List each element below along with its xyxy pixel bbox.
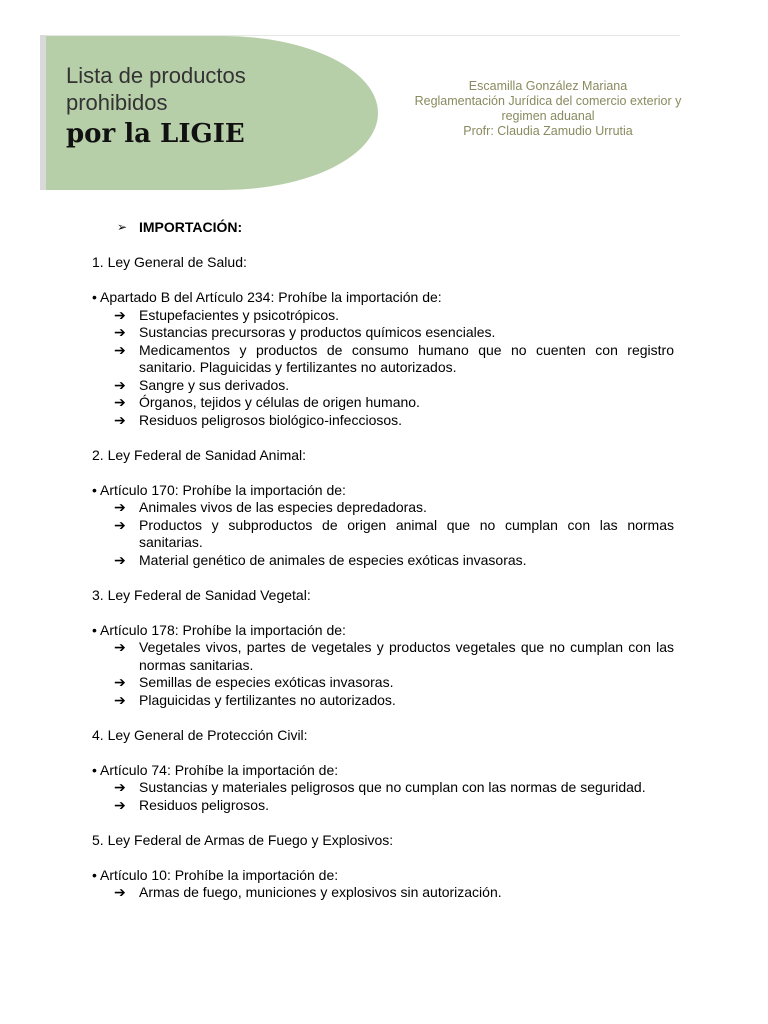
list-item-text: Medicamentos y productos de consumo humano que no cuenten con registro sanitario. Plaguicidas y fertilizantes no autorizados. xyxy=(139,341,674,375)
list-item xyxy=(92,674,674,692)
law-title: 3. Ley Federal de Sanidad Vegetal: xyxy=(92,586,311,603)
list-item xyxy=(92,377,674,395)
list-item xyxy=(92,307,674,325)
list-item xyxy=(92,499,674,517)
list-item xyxy=(92,324,674,342)
list-item xyxy=(92,884,674,902)
law-block-3 xyxy=(92,587,674,710)
subject-line-1: Reglamentación Jurídica del comercio exterior y xyxy=(414,94,682,108)
arrow-bullet-icon: ➔ xyxy=(114,324,126,340)
arrow-bullet-icon: ➔ xyxy=(114,499,126,515)
section-heading xyxy=(92,219,674,237)
author-info xyxy=(390,79,706,139)
law-block-2 xyxy=(92,447,674,570)
law-title: 5. Ley Federal de Armas de Fuego y Explosivos: xyxy=(92,831,394,848)
list-item-text: Estupefacientes y psicotrópicos. xyxy=(139,306,339,323)
arrow-bullet-icon: ➔ xyxy=(114,779,126,795)
article-line: • Artículo 170: Prohíbe la importación de: xyxy=(92,481,346,498)
prohibited-list xyxy=(92,884,674,902)
list-item xyxy=(92,692,674,710)
arrow-bullet-icon: ➔ xyxy=(114,639,126,655)
title-line-2: prohibidos xyxy=(66,90,168,115)
list-item-text: Vegetales vivos, partes de vegetales y productos vegetales que no cumplan con las normas sanitarias. xyxy=(139,639,674,673)
law-title: 2. Ley Federal de Sanidad Animal: xyxy=(92,446,307,463)
arrow-bullet-icon: ➔ xyxy=(114,376,126,393)
arrow-bullet-icon: ➔ xyxy=(114,516,126,533)
professor-name: Profr: Claudia Zamudio Urrutia xyxy=(463,124,633,138)
law-title: 1. Ley General de Salud: xyxy=(92,254,247,270)
list-item-text: Semillas de especies exóticas invasoras. xyxy=(139,674,394,690)
list-item-text: Sangre y sus derivados. xyxy=(139,376,290,393)
arrow-bullet-icon: ➔ xyxy=(114,411,126,428)
prohibited-list xyxy=(92,499,674,569)
arrow-bullet-icon: ➔ xyxy=(114,306,126,323)
document-header xyxy=(0,0,768,200)
list-item xyxy=(92,412,674,430)
author-name: Escamilla González Mariana xyxy=(468,79,628,93)
arrowhead-bullet-icon: ➢ xyxy=(117,220,128,234)
law-block-5 xyxy=(92,832,674,902)
list-item xyxy=(92,517,674,552)
title-line-3: por la LIGIE xyxy=(66,119,245,149)
document-body xyxy=(92,219,674,919)
list-item-text: Órganos, tejidos y células de origen humano. xyxy=(139,394,420,410)
list-item xyxy=(92,797,674,815)
article-line: • Artículo 74: Prohíbe la importación de: xyxy=(92,761,339,778)
list-item xyxy=(92,779,674,797)
prohibited-list xyxy=(92,307,674,430)
list-item-text: Armas de fuego, municiones y explosivos sin autorización. xyxy=(139,884,502,900)
list-item-text: Plaguicidas y fertilizantes no autorizados. xyxy=(139,691,396,708)
law-title: 4. Ley General de Protección Civil: xyxy=(92,726,308,743)
subject-line-2: regimen aduanal xyxy=(501,109,595,123)
list-item xyxy=(92,552,674,570)
list-item-text: Sustancias precursoras y productos químicos esenciales. xyxy=(139,324,496,340)
arrow-bullet-icon: ➔ xyxy=(114,341,126,358)
law-block-4 xyxy=(92,727,674,815)
list-item-text: Residuos peligrosos biológico-infecciosos. xyxy=(139,411,403,428)
list-item-text: Productos y subproductos de origen animal que no cumplan con las normas sanitarias. xyxy=(139,516,674,550)
article-line: • Apartado B del Artículo 234: Prohíbe la importación de: xyxy=(92,289,442,305)
arrow-bullet-icon: ➔ xyxy=(114,394,126,410)
arrow-bullet-icon: ➔ xyxy=(114,691,126,708)
list-item-text: Residuos peligrosos. xyxy=(139,796,269,813)
list-item-text: Sustancias y materiales peligrosos que no cumplan con las normas de seguridad. xyxy=(139,779,646,795)
list-item-text: Material genético de animales de especies exóticas invasoras. xyxy=(139,551,527,568)
title-line-1: Lista de productos xyxy=(66,63,246,88)
list-item xyxy=(92,342,674,377)
arrow-bullet-icon: ➔ xyxy=(114,551,126,568)
section-heading-text: IMPORTACIÓN: xyxy=(139,219,243,235)
list-item xyxy=(92,394,674,412)
arrow-bullet-icon: ➔ xyxy=(114,674,126,690)
list-item-text: Animales vivos de las especies depredadoras. xyxy=(139,499,427,515)
law-block-1 xyxy=(92,254,674,429)
list-item xyxy=(92,639,674,674)
prohibited-list xyxy=(92,779,674,814)
article-line: • Artículo 178: Prohíbe la importación de: xyxy=(92,621,346,638)
prohibited-list xyxy=(92,639,674,709)
arrow-bullet-icon: ➔ xyxy=(114,796,126,813)
arrow-bullet-icon: ➔ xyxy=(114,884,126,900)
article-line: • Artículo 10: Prohíbe la importación de: xyxy=(92,866,339,883)
